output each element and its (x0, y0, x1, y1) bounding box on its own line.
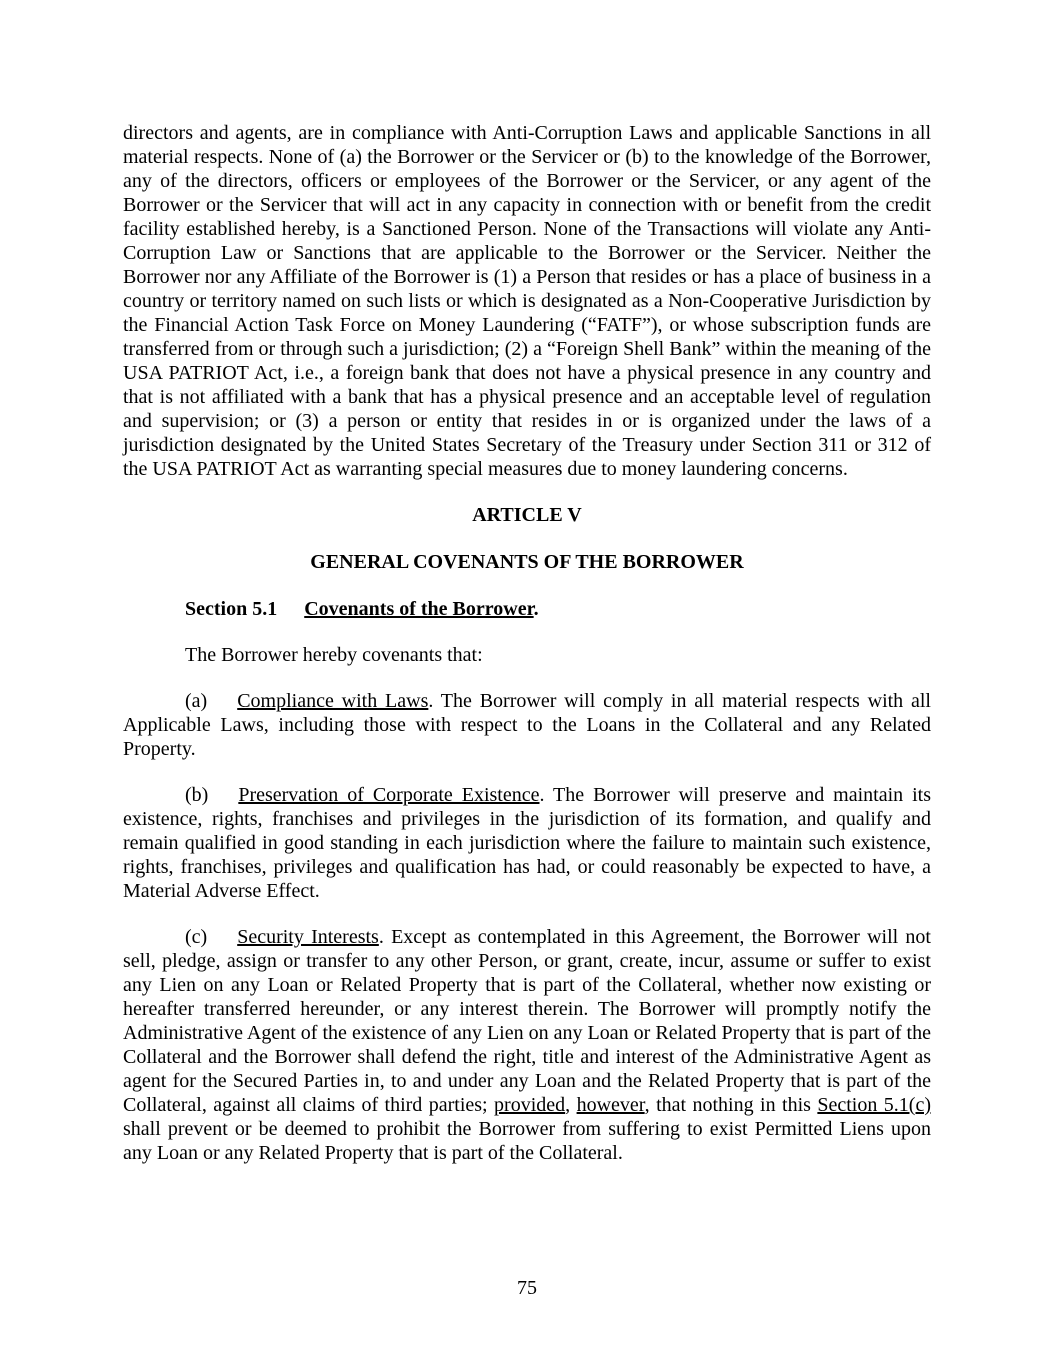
covenant-c-body-part-4: shall prevent or be deemed to prohibit the Borrower from suffering to exist Permitted Liens upon any Loan or any Related Property that is part of the Collateral. (123, 1118, 931, 1164)
section-heading (123, 597, 931, 621)
covenant-b-heading: Preservation of Corporate Existence (238, 784, 540, 806)
covenant-a-body: . The Borrower will comply in all material respects with all Applicable Laws, including those with respect to the Loans in the Collateral and any Related Property. (123, 690, 931, 760)
section-title-period: . (533, 598, 539, 620)
underline-provided: provided (494, 1094, 566, 1116)
covenant-b-label: (b) (185, 784, 209, 806)
article-number-heading: ARTICLE V (472, 504, 582, 526)
page-content (123, 121, 931, 1187)
covenant-c-label: (c) (185, 926, 208, 948)
covenant-b-body: . The Borrower will preserve and maintain its existence, rights, franchises and privileges in the jurisdiction of its formation, and qualify and remain qualified in good standing in each jurisdiction where the failure to maintain such existence, rights, franchises, privileges and qualification has had, or could reasonably be expected to have, a Material Adverse Effect. (123, 784, 931, 902)
covenant-c-body-part-3: , that nothing in this (644, 1094, 818, 1116)
covenant-c-body-part-2: , (565, 1094, 577, 1116)
continuation-paragraph: directors and agents, are in compliance with Anti-Corruption Laws and applicable Sanctions in all material respects. None of (a) the Borrower or the Servicer or (b) to the knowledge of the Borrower, any of the directors, officers or employees of the Borrower or the Servicer, or any agent of the Borrower or the Servicer that will act in any capacity in connection with or benefit from the credit facility established hereby, is a Sanctioned Person. None of the Transactions will violate any Anti-Corruption Law or Sanctions that are applicable to the Borrower or the Servicer. Neither the Borrower nor any Affiliate of the Borrower is (1) a Person that resides or has a place of business in a country or territory named on such lists or which is designated as a Non-Cooperative Jurisdiction by the Financial Action Task Force on Money Laundering (“FATF”), or whose subscription funds are transferred from or through such a jurisdiction; (2) a “Foreign Shell Bank” within the meaning of the USA PATRIOT Act, i.e., a foreign bank that does not have a physical presence in any country and that is not affiliated with a bank that has a physical presence and an acceptable level of regulation and supervision; or (3) a person or entity that resides in or is organized under the laws of a jurisdiction designated by the United States Secretary of the Treasury under Section 311 or 312 of the USA PATRIOT Act as warranting special measures due to money laundering concerns. (123, 122, 931, 480)
section-title: Covenants of the Borrower (304, 598, 534, 620)
covenant-a-label: (a) (185, 690, 208, 712)
covenant-c-body-part-1: . Except as contemplated in this Agreement, the Borrower will not sell, pledge, assign or transfer to any other Person, or grant, create, incur, assume or suffer to exist any Lien on any Loan or Related Property that is part of the Collateral, whether now existing or hereafter transferred hereunder, or any interest therein. The Borrower will promptly notify the Administrative Agent of the existence of any Lien on any Loan or Related Property that is part of the Collateral and the Borrower shall defend the right, title and interest of the Administrative Agent as agent for the Secured Parties in, to and under any Loan and the Related Property that is part of the Collateral, against all claims of third parties; (123, 926, 931, 1116)
covenant-item-c (123, 925, 931, 1165)
intro-paragraph: The Borrower hereby covenants that: (185, 644, 483, 666)
covenant-a-heading: Compliance with Laws (237, 690, 429, 712)
underline-section-reference: Section 5.1(c) (817, 1094, 931, 1116)
covenant-item-b (123, 783, 931, 903)
article-title-heading: GENERAL COVENANTS OF THE BORROWER (310, 551, 744, 573)
section-number: Section 5.1 (185, 598, 278, 620)
page-number: 75 (517, 1277, 537, 1299)
covenant-c-heading: Security Interests (237, 926, 379, 948)
underline-however: however (576, 1094, 645, 1116)
covenant-item-a (123, 689, 931, 761)
